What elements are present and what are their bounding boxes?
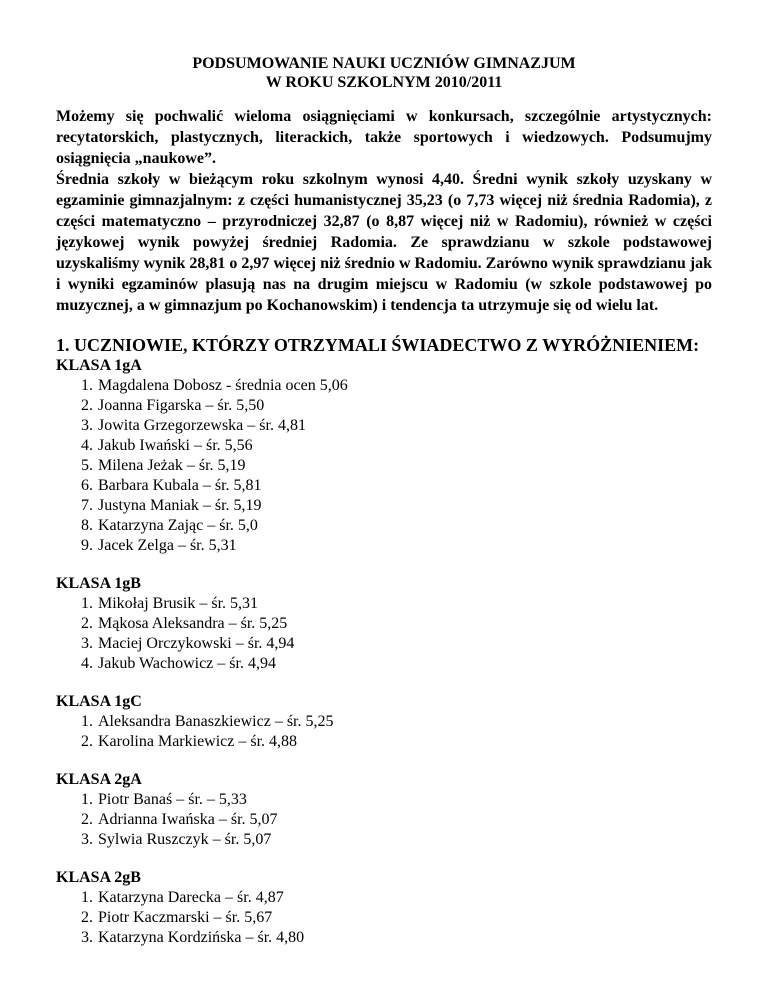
list-number: 3. — [81, 635, 93, 652]
student-list-item — [56, 908, 712, 928]
student-entry: Justyna Maniak – śr. 5,19 — [98, 497, 262, 514]
student-entry: Katarzyna Zając – śr. 5,0 — [98, 517, 258, 534]
list-number: 2. — [81, 733, 93, 750]
list-number: 3. — [81, 831, 93, 848]
class-group — [56, 356, 712, 556]
list-number: 7. — [81, 497, 93, 514]
class-group — [56, 692, 712, 752]
student-entry: Karolina Markiewicz – śr. 4,88 — [98, 733, 298, 750]
list-number: 8. — [81, 517, 93, 534]
student-list-item — [56, 634, 712, 654]
student-list-item — [56, 888, 712, 908]
student-entry: Mikołaj Brusik – śr. 5,31 — [98, 595, 259, 612]
student-list-item — [56, 496, 712, 516]
student-entry: Adrianna Iwańska – śr. 5,07 — [98, 811, 278, 828]
student-list — [56, 712, 712, 752]
class-group — [56, 868, 712, 948]
list-number: 6. — [81, 477, 93, 494]
list-number: 3. — [81, 929, 93, 946]
student-list-item — [56, 376, 712, 396]
list-number: 2. — [81, 397, 93, 414]
document-title-line-1: PODSUMOWANIE NAUKI UCZNIÓW GIMNAZJUM — [192, 55, 576, 72]
student-list-item — [56, 810, 712, 830]
student-entry: Jacek Zelga – śr. 5,31 — [98, 537, 237, 554]
student-list-item — [56, 790, 712, 810]
document-title-line-2: W ROKU SZKOLNYM 2010/2011 — [265, 74, 503, 91]
student-entry: Joanna Figarska – śr. 5,50 — [98, 397, 265, 414]
list-number: 9. — [81, 537, 93, 554]
student-list-item — [56, 396, 712, 416]
class-heading: KLASA 2gB — [56, 869, 141, 886]
student-entry: Katarzyna Kordzińska – śr. 4,80 — [98, 929, 305, 946]
student-list-item — [56, 732, 712, 752]
student-list-item — [56, 594, 712, 614]
list-number: 1. — [81, 889, 93, 906]
class-heading: KLASA 2gA — [56, 771, 142, 788]
student-list — [56, 790, 712, 850]
title-block — [56, 54, 712, 92]
student-list — [56, 376, 712, 556]
class-heading: KLASA 1gA — [56, 357, 142, 374]
student-list-item — [56, 416, 712, 436]
student-entry: Jowita Grzegorzewska – śr. 4,81 — [98, 417, 306, 434]
student-list-item — [56, 436, 712, 456]
student-list-item — [56, 712, 712, 732]
class-group — [56, 574, 712, 674]
student-list-item — [56, 928, 712, 948]
intro-paragraph-1: Możemy się pochwalić wieloma osiągnięciami w konkursach, szczególnie artystycznych: recytatorskich, plastycznych, literackich, także sportowych i wiedzowych. Podsumujmy osiągnięcia „naukowe”. — [56, 108, 712, 167]
list-number: 1. — [81, 791, 93, 808]
student-entry: Mąkosa Aleksandra – śr. 5,25 — [98, 615, 288, 632]
student-list-item — [56, 536, 712, 556]
student-entry: Maciej Orczykowski – śr. 4,94 — [98, 635, 295, 652]
class-heading: KLASA 1gC — [56, 693, 142, 710]
student-list — [56, 888, 712, 948]
intro-paragraph-2: Średnia szkoły w bieżącym roku szkolnym wynosi 4,40. Średni wynik szkoły uzyskany w egzaminie gimnazjalnym: z części humanistycznej 35,23 (o 7,73 więcej niż średnia Radomia), z części matematyczno – przyrodniczej 32,87 (o 8,87 więcej niż w Radomiu), również w części językowej wynik powyżej średniej Radomia. Ze sprawdzianu w szkole podstawowej uzyskaliśmy wynik 28,81 o 2,97 więcej niż średnio w Radomiu. Zarówno wynik sprawdzianu jak i wyniki egzaminów plasują nas na drugim miejscu w Radomiu (w szkole podstawowej po muzycznej, a w gimnazjum po Kochanowskim) i tendencja ta utrzymuje się od wielu lat. — [56, 171, 712, 314]
list-number: 1. — [81, 595, 93, 612]
list-number: 5. — [81, 457, 93, 474]
student-list-item — [56, 516, 712, 536]
student-entry: Piotr Kaczmarski – śr. 5,67 — [98, 909, 273, 926]
class-group — [56, 770, 712, 850]
list-number: 2. — [81, 909, 93, 926]
student-entry: Katarzyna Darecka – śr. 4,87 — [98, 889, 284, 906]
list-number: 2. — [81, 615, 93, 632]
student-entry: Magdalena Dobosz - średnia ocen 5,06 — [98, 377, 348, 394]
list-number: 1. — [81, 713, 93, 730]
student-entry: Aleksandra Banaszkiewicz – śr. 5,25 — [98, 713, 334, 730]
class-list — [56, 356, 712, 948]
student-list-item — [56, 830, 712, 850]
list-number: 4. — [81, 655, 93, 672]
list-number: 1. — [81, 377, 93, 394]
student-entry: Piotr Banaś – śr. – 5,33 — [98, 791, 247, 808]
student-list-item — [56, 476, 712, 496]
student-entry: Jakub Iwański – śr. 5,56 — [98, 437, 253, 454]
class-heading: KLASA 1gB — [56, 575, 141, 592]
list-number: 4. — [81, 437, 93, 454]
list-number: 2. — [81, 811, 93, 828]
student-entry: Barbara Kubala – śr. 5,81 — [98, 477, 262, 494]
student-list-item — [56, 614, 712, 634]
list-number: 3. — [81, 417, 93, 434]
student-list — [56, 594, 712, 674]
student-entry: Sylwia Ruszczyk – śr. 5,07 — [98, 831, 272, 848]
student-list-item — [56, 456, 712, 476]
section-1-heading: 1. UCZNIOWIE, KTÓRZY OTRZYMALI ŚWIADECTWO Z WYRÓŻNIENIEM: — [56, 335, 700, 355]
student-entry: Milena Jeżak – śr. 5,19 — [98, 457, 246, 474]
student-list-item — [56, 654, 712, 674]
student-entry: Jakub Wachowicz – śr. 4,94 — [98, 655, 276, 672]
